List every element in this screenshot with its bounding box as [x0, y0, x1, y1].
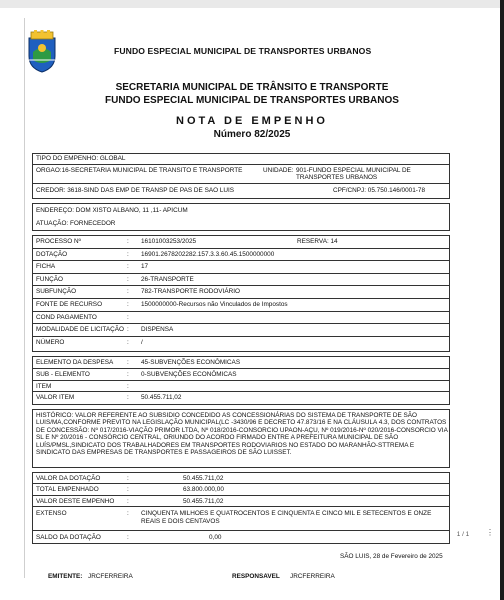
field-value: 1500000000-Recursos não Vinculados de Impostos — [141, 301, 288, 308]
section-valores — [32, 472, 450, 544]
unidade-line1: 901-FUNDO ESPECIAL MUNICIPAL DE — [296, 167, 411, 174]
field-label: ELEMENTO DA DESPESA — [36, 359, 114, 366]
section-elemento — [32, 356, 450, 405]
document-header — [26, 30, 476, 76]
field-value: 0-SUBVENÇÕES ECONÔMICAS — [141, 370, 237, 378]
unidade-label: UNIDADE: — [263, 167, 294, 174]
field-separator: : — [127, 238, 129, 245]
unidade-line2: TRANSPORTES URBANOS — [296, 174, 378, 181]
field-label: VALOR DESTE EMPENHO — [36, 497, 115, 505]
field-value: 0,00 — [209, 534, 222, 541]
field-label: COND PAGAMENTO — [36, 313, 97, 321]
field-value: 782-TRANSPORTE RODOVIÁRIO — [141, 288, 240, 296]
field-label: SALDO DA DOTAÇÃO — [36, 534, 101, 541]
divider — [33, 495, 449, 496]
field-value: 26-TRANSPORTE — [141, 275, 194, 283]
field-separator: : — [127, 250, 129, 258]
field-value: 16101003253/2025 — [141, 238, 197, 245]
divider — [33, 298, 449, 299]
divider — [33, 285, 449, 286]
field-value: CINQUENTA MILHOES E QUATROCENTOS E CINQUENTA E CINCO MIL E SETECENTOS E ONZE REAIS E DOIS CENTAVOS — [141, 510, 432, 525]
divider — [33, 506, 449, 507]
field-value: 50.455.711,02 — [183, 475, 224, 482]
divider — [33, 336, 449, 337]
field-label: FICHA — [36, 263, 56, 271]
field-separator: : — [127, 359, 129, 366]
field-label: TOTAL EMPENHADO — [36, 486, 99, 494]
tipo-empenho: TIPO DO EMPENHO: GLOBAL — [36, 155, 126, 162]
field-separator: : — [127, 326, 129, 334]
divider — [33, 273, 449, 274]
field-separator: : — [127, 510, 129, 517]
field-value: 16901.2678202282.157.3.3.60.45.1500000000 — [141, 250, 275, 258]
field-value: 63.800.000,00 — [183, 486, 224, 494]
field-value: DISPENSA — [141, 326, 174, 334]
field-separator: : — [127, 497, 129, 505]
section-processo — [32, 235, 450, 352]
responsavel-label: RESPONSAVEL — [232, 573, 280, 580]
field-separator: : — [127, 263, 129, 271]
field-separator: : — [127, 301, 129, 308]
divider — [33, 380, 449, 381]
historico-text: HISTÓRICO: VALOR REFERENTE AO SUBSIDIO CONCEDIDO AS CONCESSIONÁRIAS DO SISTEMA DE TRANSPORTE DE SÃO LUIS/MA,CONFORME PREVITO NA LEGISLAÇÃO MUNICIPAL(LC -3430/96 E DECRETO 47.873/16 E NA CLÁUSULA 4.3, DOS CONTRATOS DE CONCESSÃO: Nº 017/2016-VIAÇÃO PRIMOR LTDA, Nº 018/2016-CONSORCIO UPAON-AÇU, Nº 019/2016-Nº 020/2016-CONSORCIO VIA SL E Nº 20/2016 - CONSÓRCIO CENTRAL, ORIUNDO DO ACORDO FIRMADO ENTRE A PREFEITURA MUNICIPAL DE SÃO LUÍS/PMSL,SINDICATO DOS TRABALHADORES EM TRANSPORTES RODOVIARIOS NO ESTADO DO MARANHÃO-STTREMA E SINDICATO DAS EMPRESAS DE TRANSPORTES E PASSAGEIROS DE SÃO LUISSET. — [36, 412, 448, 457]
field-label: MODALIDADE DE LICITAÇÃO — [36, 326, 124, 334]
field-value: / — [141, 338, 143, 346]
divider — [33, 323, 449, 324]
title-nota-de-empenho: NOTA DE EMPENHO — [176, 115, 328, 127]
more-options-icon[interactable]: ⋮ — [486, 528, 494, 537]
field-value: 50.455.711,02 — [183, 497, 224, 505]
section-historico — [32, 409, 450, 468]
field-separator: : — [127, 382, 129, 390]
section-endereco — [32, 203, 450, 231]
field-label: FUNÇÃO — [36, 275, 63, 283]
header-agency-name: FUNDO ESPECIAL MUNICIPAL DE TRANSPORTES URBANOS — [114, 46, 372, 56]
field-label: NÚMERO — [36, 338, 65, 346]
field-separator: : — [127, 534, 129, 541]
field-label: SUB - ELEMENTO — [36, 370, 90, 378]
divider — [33, 391, 449, 392]
field-separator: : — [127, 486, 129, 494]
field-separator: : — [127, 313, 129, 321]
divider — [33, 164, 449, 165]
field-label: PROCESSO Nº — [36, 238, 81, 245]
field-label: FONTE DE RECURSO — [36, 301, 103, 308]
field-separator: : — [127, 394, 129, 402]
field-label: ITEM — [36, 382, 52, 390]
field-separator: : — [127, 338, 129, 346]
responsavel-value: JRCFERREIRA — [290, 573, 335, 580]
cpf-cnpj: CPF/CNPJ: 05.750.146/0001-78 — [333, 187, 426, 194]
endereco: ENDEREÇO: DOM XISTO ALBANO, 11 ,11- APICUM — [36, 207, 188, 214]
field-separator: : — [127, 288, 129, 296]
reserva: RESERVA: 14 — [297, 238, 338, 245]
page-counter: 1 / 1 — [452, 528, 474, 542]
field-label: EXTENSO — [36, 510, 67, 517]
credor: CREDOR: 3618-SIND DAS EMP DE TRANSP DE PAS DE SAO LUIS — [36, 187, 235, 194]
field-value: 50.455.711,02 — [141, 394, 182, 402]
divider — [33, 530, 449, 531]
divider — [33, 248, 449, 249]
field-value: 45-SUBVENÇÕES ECONÔMICAS — [141, 359, 241, 366]
divider — [33, 183, 449, 184]
field-separator: : — [127, 370, 129, 378]
divider — [33, 483, 449, 484]
divider — [33, 368, 449, 369]
section-empenho-info — [32, 153, 450, 199]
top-band — [0, 0, 504, 8]
atuacao: ATUAÇÃO: FORNECEDOR — [36, 220, 116, 227]
municipal-coat-of-arms-icon — [26, 30, 58, 74]
field-separator: : — [127, 275, 129, 283]
issue-date: SÃO LUIS, 28 de Fevereiro de 2025 — [340, 553, 443, 560]
divider — [33, 260, 449, 261]
field-label: DOTAÇÃO — [36, 250, 68, 258]
title-secretaria: SECRETARIA MUNICIPAL DE TRÂNSITO E TRANSPORTE — [115, 82, 389, 93]
divider — [33, 311, 449, 312]
field-label: VALOR DA DOTAÇÃO — [36, 475, 101, 482]
emitente-value: JRCFERREIRA — [88, 573, 133, 580]
emitente-label: EMITENTE: — [48, 573, 83, 580]
field-separator: : — [127, 475, 129, 482]
field-value: 17 — [141, 263, 149, 271]
field-label: SUBFUNÇÃO — [36, 288, 77, 296]
title-fundo: FUNDO ESPECIAL MUNICIPAL DE TRANSPORTES URBANOS — [105, 95, 399, 106]
orgao: ORGAO:16-SECRETARIA MUNICIPAL DE TRANSITO E TRANSPORTE — [36, 167, 243, 174]
field-label: VALOR ITEM — [36, 394, 75, 402]
title-numero: Número 82/2025 — [213, 129, 291, 140]
